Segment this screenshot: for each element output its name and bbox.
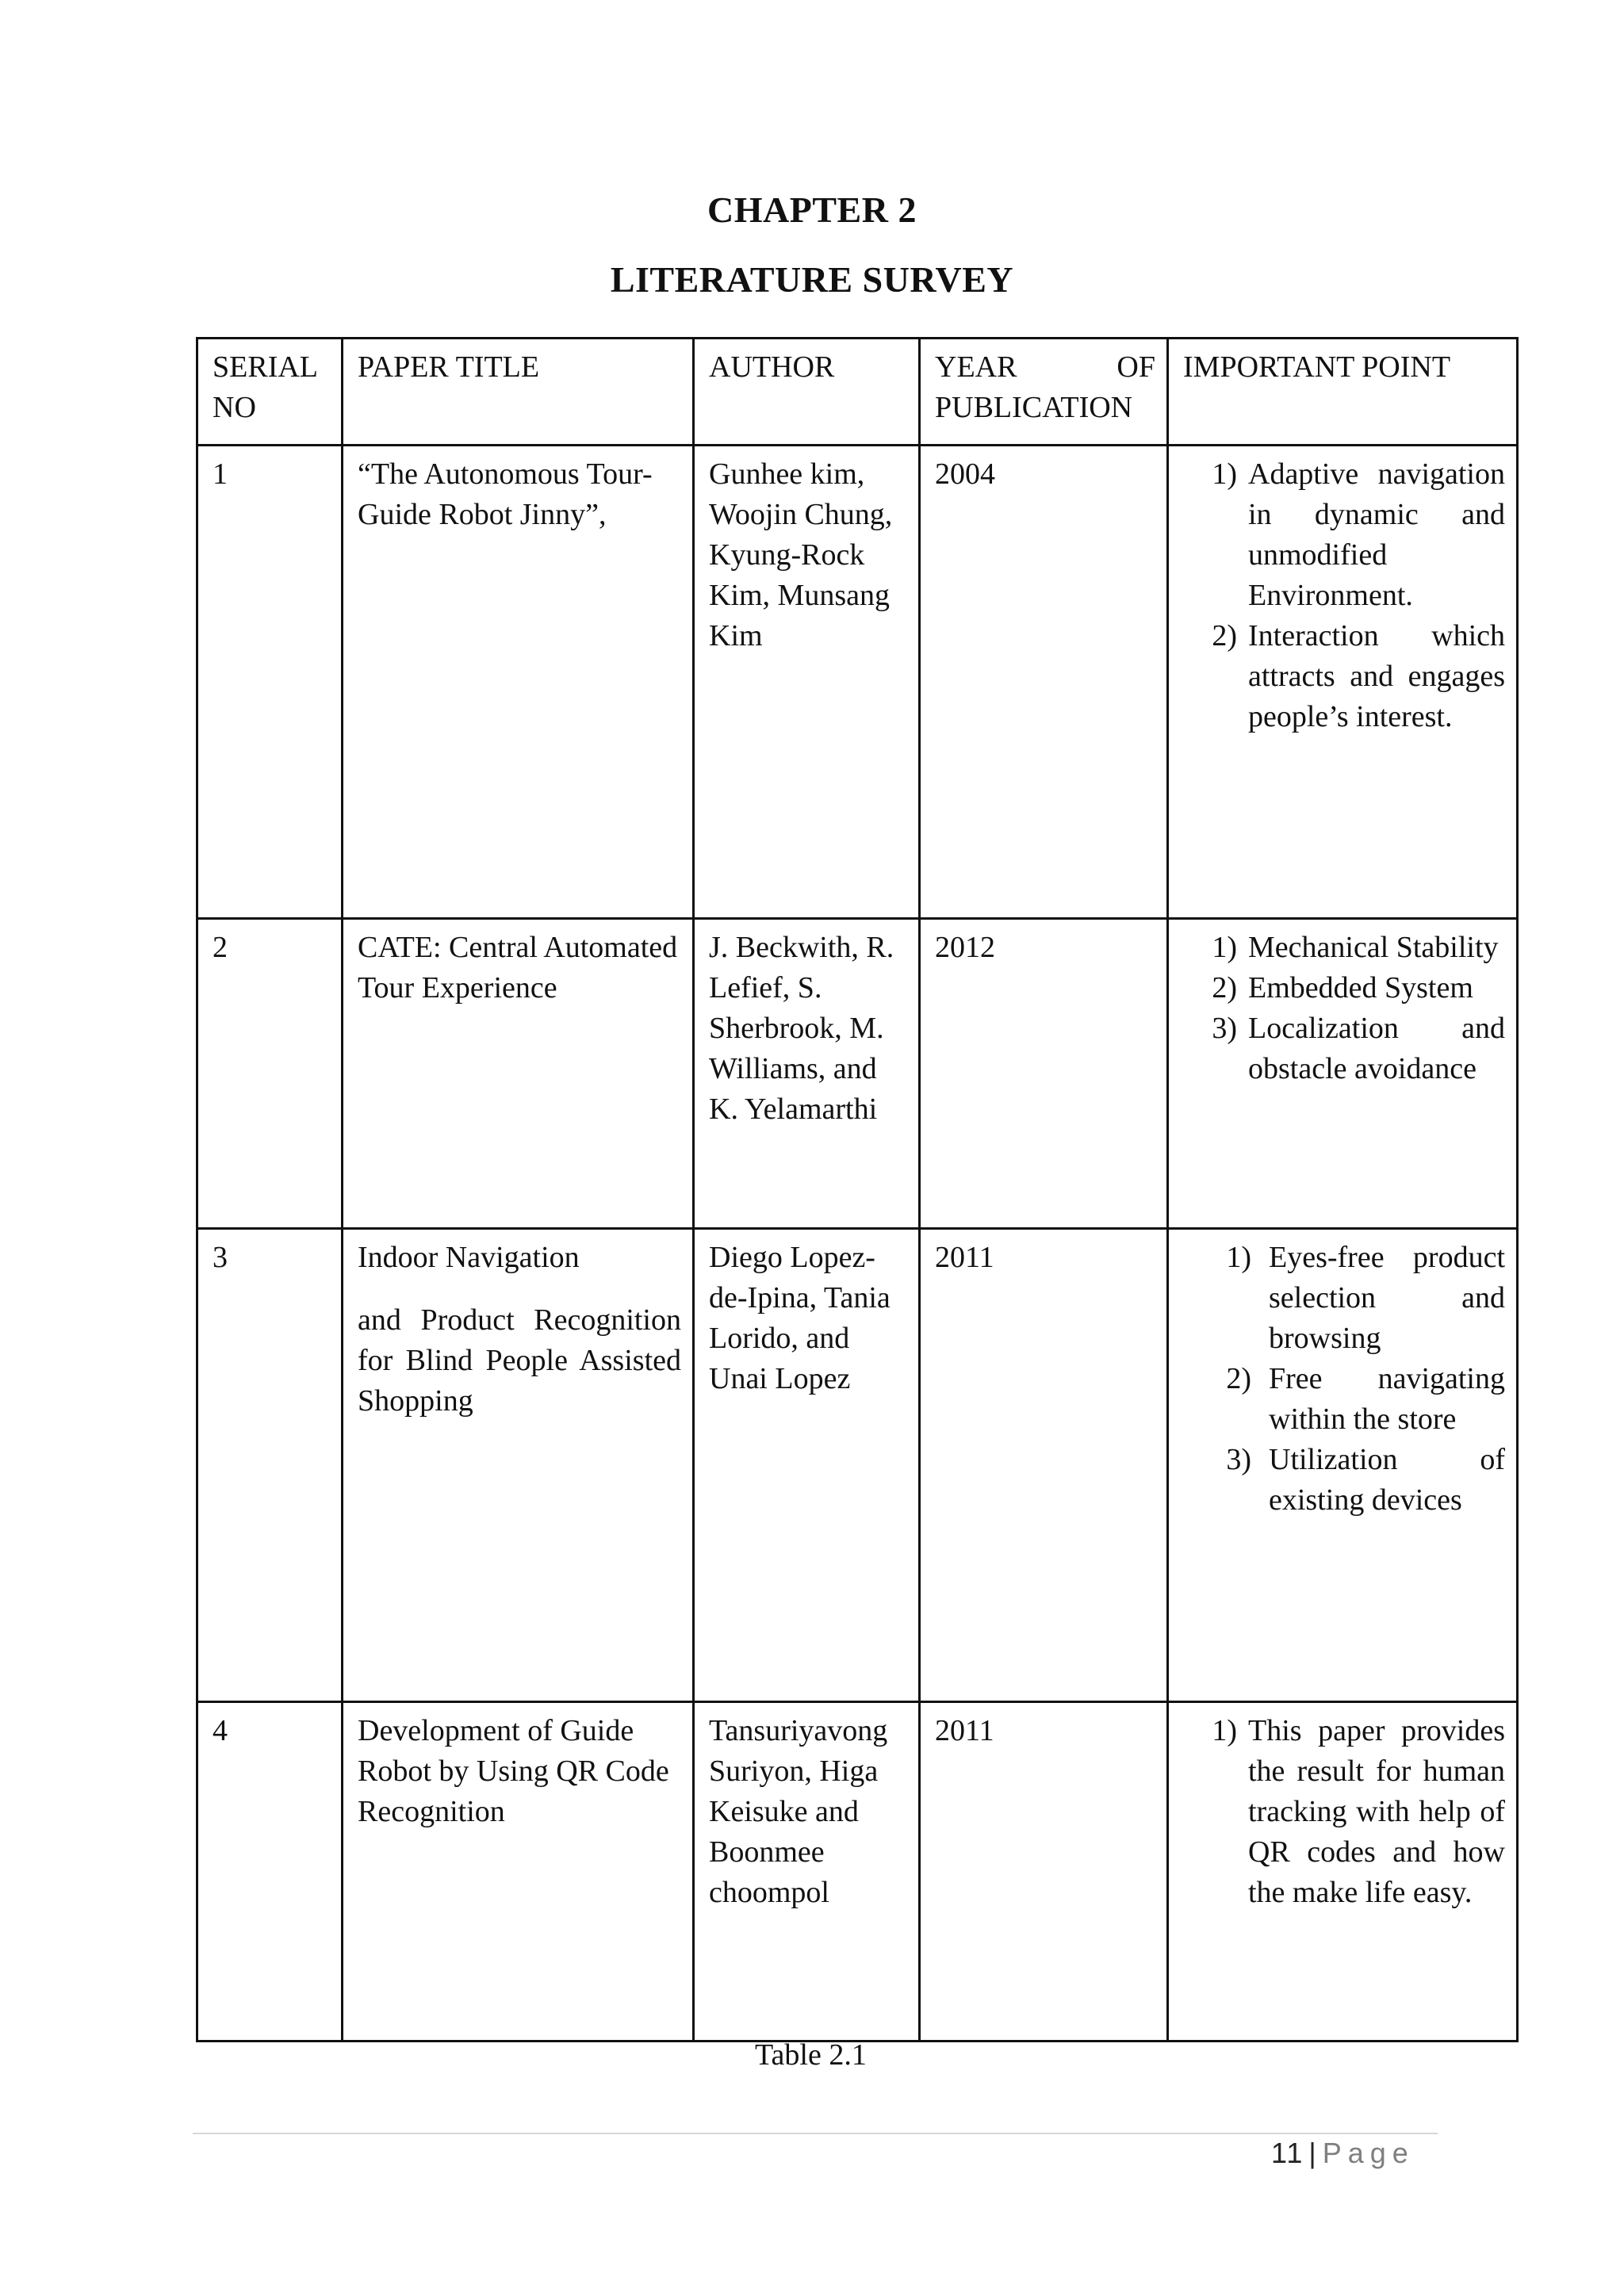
cell-paper-title: Development of Guide Robot by Using QR Code Recognition	[343, 1702, 694, 2042]
chapter-title: LITERATURE SURVEY	[610, 259, 1014, 300]
paper-title-line-1: Indoor Navigation	[358, 1241, 580, 1274]
cell-serial: 4	[197, 1702, 343, 2042]
header-author: AUTHOR	[694, 339, 920, 446]
point-number: 1)	[1226, 1241, 1251, 1274]
point-text: Localization and obstacle avoidance	[1248, 1012, 1505, 1085]
list-item	[1183, 616, 1505, 737]
point-number: 1)	[1212, 1714, 1237, 1747]
cell-author: Gunhee kim, Woojin Chung, Kyung-Rock Kim, Munsang Kim	[694, 446, 920, 919]
point-text: Interaction which attracts and engages people’s interest.	[1248, 619, 1505, 733]
table-caption: Table 2.1	[755, 2038, 867, 2072]
list-item	[1183, 1008, 1505, 1089]
cell-author: J. Beckwith, R. Lefief, S. Sherbrook, M. Williams, and K. Yelamarthi	[694, 919, 920, 1229]
cell-important-point	[1168, 1702, 1518, 2042]
table-row	[197, 1229, 1518, 1702]
cell-important-point	[1168, 1229, 1518, 1702]
literature-survey-table	[196, 337, 1519, 2042]
list-item	[1183, 1440, 1505, 1521]
header-important-point: IMPORTANT POINT	[1168, 339, 1518, 446]
page-number: 11	[1271, 2137, 1304, 2169]
footer-divider	[193, 2133, 1438, 2134]
cell-year: 2004	[920, 446, 1168, 919]
cell-author: Diego Lopez-de-Ipina, Tania Lorido, and Unai Lopez	[694, 1229, 920, 1702]
list-item	[1183, 968, 1505, 1008]
chapter-number: CHAPTER 2	[707, 189, 917, 230]
point-text: Embedded System	[1248, 971, 1473, 1004]
header-year-of-publication	[920, 339, 1168, 446]
cell-serial: 3	[197, 1229, 343, 1702]
cell-paper-title: CATE: Central Automated Tour Experience	[343, 919, 694, 1229]
page-label: Page	[1322, 2137, 1415, 2169]
point-text: Free navigating within the store	[1269, 1362, 1505, 1436]
table-row	[197, 446, 1518, 919]
header-year-word: YEAR	[935, 350, 1017, 384]
list-item	[1183, 454, 1505, 616]
cell-paper-title	[343, 1229, 694, 1702]
table-header-row	[197, 339, 1518, 446]
point-text: Mechanical Stability	[1248, 931, 1499, 964]
point-text: Adaptive navigation in dynamic and unmodified Environment.	[1248, 457, 1505, 612]
footer-separator: |	[1308, 2137, 1318, 2169]
point-number: 3)	[1212, 1012, 1237, 1045]
cell-important-point	[1168, 446, 1518, 919]
list-item	[1183, 928, 1505, 968]
list-item	[1183, 1359, 1505, 1440]
list-item	[1183, 1711, 1505, 1913]
point-number: 1)	[1212, 457, 1237, 491]
cell-year: 2011	[920, 1229, 1168, 1702]
point-text: This paper provides the result for human tracking with help of QR codes and how the make life easy.	[1248, 1714, 1505, 1909]
cell-year: 2012	[920, 919, 1168, 1229]
list-item	[1183, 1238, 1505, 1359]
point-text: Utilization of existing devices	[1269, 1443, 1505, 1517]
cell-paper-title: “The Autonomous Tour-Guide Robot Jinny”,	[343, 446, 694, 919]
point-number: 2)	[1226, 1362, 1251, 1395]
point-text: Eyes-free product selection and browsing	[1269, 1241, 1505, 1355]
cell-serial: 2	[197, 919, 343, 1229]
header-publication-word: PUBLICATION	[935, 391, 1133, 424]
header-serial-no: SERIAL NO	[197, 339, 343, 446]
point-number: 2)	[1212, 619, 1237, 652]
point-number: 3)	[1226, 1443, 1251, 1476]
page-number-footer	[1271, 2137, 1415, 2170]
point-number: 2)	[1212, 971, 1237, 1004]
cell-serial: 1	[197, 446, 343, 919]
header-paper-title: PAPER TITLE	[343, 339, 694, 446]
cell-year: 2011	[920, 1702, 1168, 2042]
paper-title-line-2: and Product Recognition for Blind People Assisted Shopping	[358, 1303, 681, 1418]
table-row	[197, 919, 1518, 1229]
table-row	[197, 1702, 1518, 2042]
header-of-word: OF	[1116, 350, 1155, 384]
cell-important-point	[1168, 919, 1518, 1229]
point-number: 1)	[1212, 931, 1237, 964]
cell-author: Tansuriyavong Suriyon, Higa Keisuke and Boonmee choompol	[694, 1702, 920, 2042]
